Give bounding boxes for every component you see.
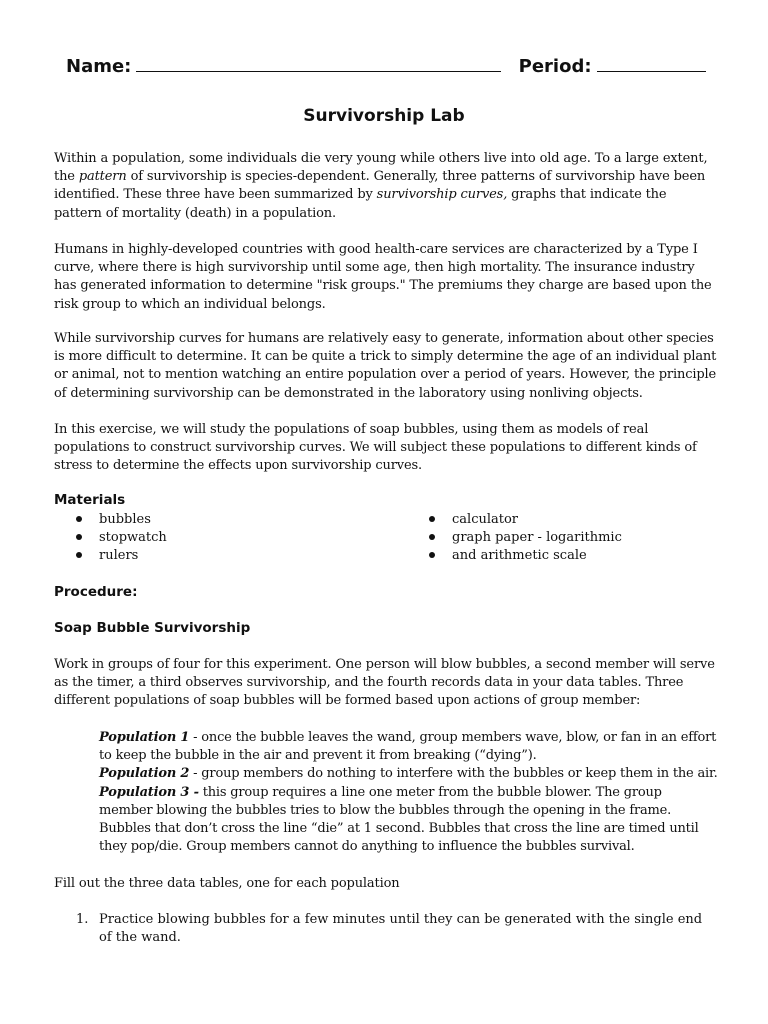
material-label: calculator xyxy=(452,511,519,527)
population-description: - group members do nothing to interfere with the bubbles or keep them in the air. xyxy=(189,766,718,782)
list-item xyxy=(429,510,729,528)
material-label: stopwatch xyxy=(99,529,167,545)
materials-list-right xyxy=(429,510,729,565)
bullet-icon xyxy=(429,552,435,558)
bullet-icon xyxy=(76,516,82,522)
material-label: and arithmetic scale xyxy=(452,547,587,563)
list-item xyxy=(76,510,376,528)
population-item xyxy=(99,729,719,765)
material-label: bubbles xyxy=(99,511,151,527)
step-text: Practice blowing bubbles for a few minutes until they can be generated with the single end of the wand. xyxy=(99,912,703,946)
step-item xyxy=(76,911,718,947)
list-item xyxy=(76,528,376,546)
pattern-term: pattern xyxy=(78,169,127,185)
populations-list xyxy=(99,729,719,856)
intro-text-3: graphs that indicate the pattern of mortality (death) in a population. xyxy=(54,187,667,221)
fill-text: Fill out the three data tables, one for each population xyxy=(54,876,400,891)
bullet-icon xyxy=(429,516,435,522)
humans-paragraph xyxy=(54,241,718,314)
materials-list-left xyxy=(76,510,376,565)
population-name: Population 3 - xyxy=(99,784,199,800)
steps-list xyxy=(76,911,718,947)
procedure-heading: Procedure: xyxy=(54,584,138,600)
intro-paragraph xyxy=(54,150,718,223)
header-line xyxy=(66,56,706,77)
exercise-text: In this exercise, we will study the populations of soap bubbles, using them as models of real populations to construct survivorship curves. We will subject these populations to different kinds of stress to determine the effects upon survivorship curves. xyxy=(54,422,697,474)
humans-text: Humans in highly-developed countries with good health-care services are characterized by a Type I curve, where there is high survivorship until some age, then high mortality. The insurance industry has generated information to determine "risk groups." The premiums they charge are based upon the risk group to which an individual belongs. xyxy=(54,242,712,312)
population-item xyxy=(99,765,719,783)
name-label: Name: xyxy=(66,56,132,77)
bullet-icon xyxy=(76,552,82,558)
survivorship-curves-term: survivorship curves, xyxy=(376,187,508,203)
step-number: 1. xyxy=(76,912,89,927)
population-item xyxy=(99,784,719,857)
intro-text-1: Within a population, some individuals die very young while others live into old age. To a large extent, the xyxy=(54,151,708,185)
population-description: - once the bubble leaves the wand, group members wave, blow, or fan in an effort to keep the bubble in the air and prevent it from breaking (“dying”). xyxy=(99,730,717,764)
population-name: Population 1 xyxy=(99,730,190,745)
fill-instruction xyxy=(54,875,718,893)
materials-heading: Materials xyxy=(54,492,126,508)
material-label: graph paper - logarithmic xyxy=(452,529,622,545)
material-label: rulers xyxy=(99,547,139,563)
list-item xyxy=(429,546,729,564)
page-title: Survivorship Lab xyxy=(303,106,465,126)
list-item xyxy=(429,528,729,546)
period-blank-line[interactable] xyxy=(597,56,706,72)
work-paragraph xyxy=(54,656,718,711)
population-name: Population 2 xyxy=(99,766,190,782)
intro-text-2: of survivorship is species-dependent. Generally, three patterns of survivorship have been identified. These three have been summarized by xyxy=(54,169,706,203)
period-label: Period: xyxy=(518,56,592,77)
while-paragraph xyxy=(54,330,718,403)
soap-bubble-heading: Soap Bubble Survivorship xyxy=(54,620,251,636)
exercise-paragraph xyxy=(54,421,718,476)
name-blank-line[interactable] xyxy=(136,56,500,72)
while-text: While survivorship curves for humans are relatively easy to generate, information about other species is more difficult to determine. It can be quite a trick to simply determine the age of an individual plant or animal, not to mention watching an entire population over a period of years. However, the principle of determining survivorship can be demonstrated in the laboratory using nonliving objects. xyxy=(54,331,717,401)
bullet-icon xyxy=(429,534,435,540)
bullet-icon xyxy=(76,534,82,540)
population-description: this group requires a line one meter from the bubble blower. The group member blowing the bubbles tries to blow the bubbles through the opening in the frame. Bubbles that don’t cross the line “die” at 1 second. Bubbles that cross the line are timed until they pop/die. Group members cannot do anything to influence the bubbles survival. xyxy=(99,784,699,855)
work-text: Work in groups of four for this experiment. One person will blow bubbles, a second member will serve as the timer, a third observes survivorship, and the fourth records data in your data tables. Three different populations of soap bubbles will be formed based upon actions of group member: xyxy=(54,657,715,709)
list-item xyxy=(76,546,376,564)
